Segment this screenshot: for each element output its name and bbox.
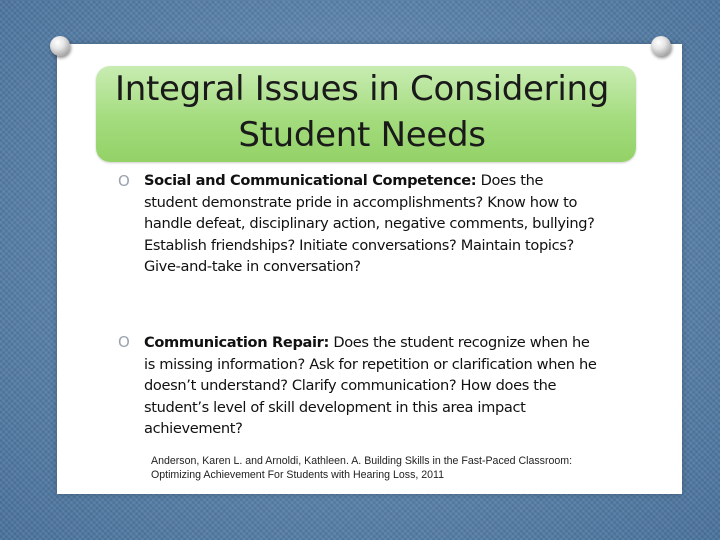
bullet-marker-icon: O: [118, 172, 130, 190]
citation: Anderson, Karen L. and Arnoldi, Kathleen. A. Building Skills in the Fast-Paced Classroom: Optimizing Achievement For Students with Hearing Loss, 2011: [151, 455, 573, 481]
bullet-marker-icon: O: [118, 333, 130, 351]
bullet-body: Does the student demonstrate pride in accomplishments? Know how to handle defeat, disciplinary action, negative comments, bullying? Establish friendships? Initiate conversations? Maintain topics? Give-and-take in conversation?: [144, 172, 595, 275]
bullet-lead: Social and Communicational Competence:: [144, 172, 477, 189]
bullet-body: Does the student recognize when he is missing information? Ask for repetition or clarification when he doesn’t understand? Clarify communication? How does the student’s level of skill development in this area impact achievement?: [144, 334, 597, 437]
slide-title: Integral Issues in Considering Student Needs: [114, 69, 610, 155]
pushpin-icon: [651, 36, 671, 56]
bullet-communication-repair: [144, 332, 600, 440]
bullet-lead: Communication Repair:: [144, 334, 330, 351]
bullet-social-competence: [144, 170, 600, 278]
pushpin-icon: [50, 36, 70, 56]
